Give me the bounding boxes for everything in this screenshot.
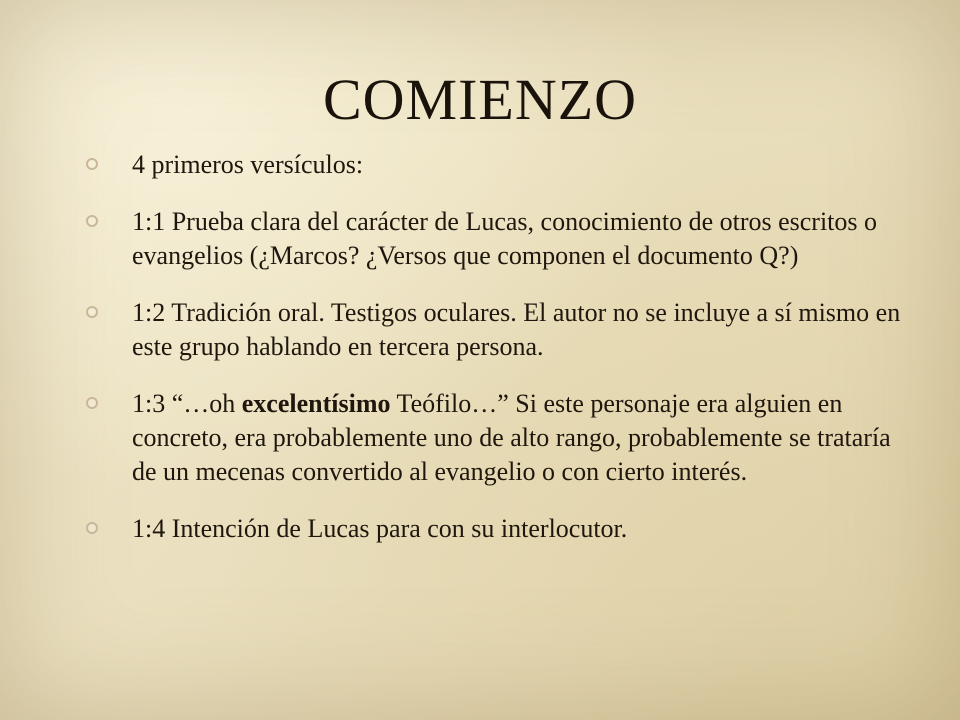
slide-title: COMIENZO bbox=[322, 67, 638, 132]
hollow-circle-icon bbox=[86, 215, 98, 227]
bullet-text: 1:4 Intención de Lucas para con su interlocutor. bbox=[132, 514, 628, 543]
hollow-circle-icon bbox=[86, 306, 98, 318]
bullet-item-2 bbox=[86, 205, 906, 273]
bullet-list bbox=[86, 148, 906, 569]
bullet-text-after: Teófilo…” Si este personaje era alguien en concreto, era probablemente uno de alto rango, probablemente se trataría de un mecenas convertido al evangelio o con cierto interés. bbox=[132, 389, 891, 486]
bullet-item-5 bbox=[86, 512, 906, 546]
bullet-text: 4 primeros versículos: bbox=[132, 150, 364, 179]
bullet-text-bold: excelentísimo bbox=[241, 389, 391, 418]
bullet-item-1 bbox=[86, 148, 906, 182]
hollow-circle-icon bbox=[86, 397, 98, 409]
hollow-circle-icon bbox=[86, 522, 98, 534]
bullet-text-before: 1:3 “…oh bbox=[132, 389, 242, 418]
bullet-item-4 bbox=[86, 387, 906, 489]
bullet-text: 1:2 Tradición oral. Testigos oculares. El autor no se incluye a sí mismo en este grupo hablando en tercera persona. bbox=[132, 298, 901, 361]
bullet-text: 1:1 Prueba clara del carácter de Lucas, conocimiento de otros escritos o evangelios (¿Marcos? ¿Versos que componen el documento Q?) bbox=[132, 207, 878, 270]
bullet-text bbox=[132, 389, 891, 486]
bullet-item-3 bbox=[86, 296, 906, 364]
hollow-circle-icon bbox=[86, 158, 98, 170]
